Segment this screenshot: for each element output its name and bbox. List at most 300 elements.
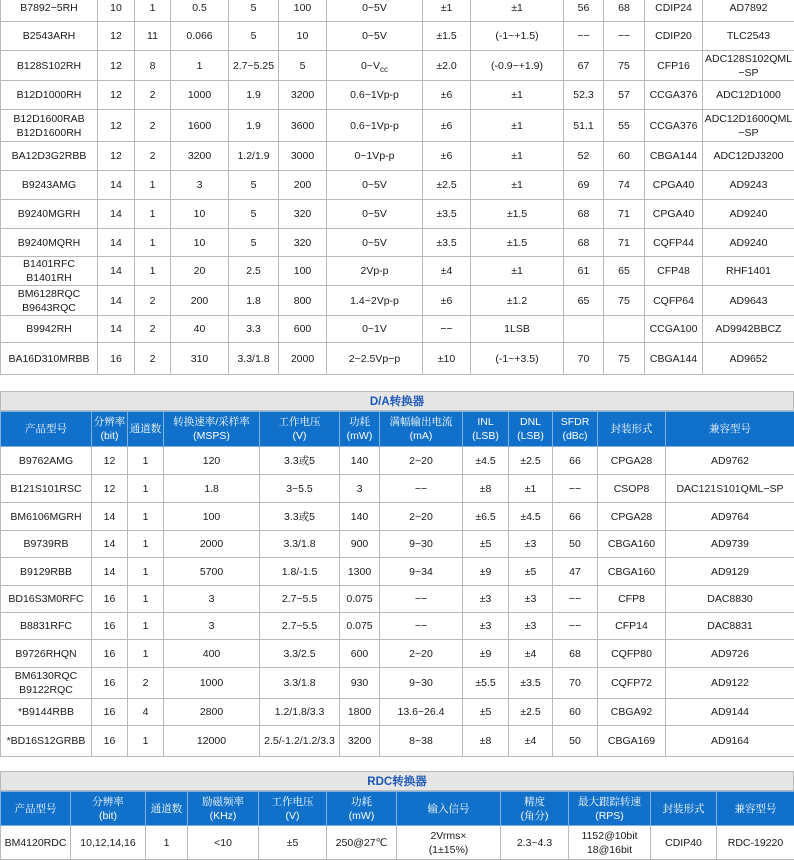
dac-cell: *BD16S12GRBB <box>1 726 92 757</box>
adc-cell: 65 <box>604 257 645 286</box>
dac-cell: −− <box>380 475 463 503</box>
adc-cell: CPGA40 <box>645 200 703 229</box>
rdc-header-cell: 功耗 (mW) <box>327 792 397 826</box>
adc-cell: B128S102RH <box>1 51 98 81</box>
dac-cell: *B9144RBB <box>1 699 92 726</box>
dac-cell: ±3 <box>509 531 553 558</box>
adc-table <box>0 0 794 375</box>
adc-cell: 10 <box>98 0 135 22</box>
adc-cell: 2 <box>135 316 171 343</box>
dac-cell: 1 <box>128 640 164 668</box>
rdc-cell: <10 <box>188 826 259 860</box>
dac-cell: ±4.5 <box>509 503 553 531</box>
adc-row <box>1 229 794 257</box>
adc-cell: ADC12D1000 <box>703 81 794 110</box>
dac-cell: AD9739 <box>666 531 794 558</box>
dac-cell: 1 <box>128 503 164 531</box>
dac-cell: 3.3或5 <box>260 503 340 531</box>
dac-cell: ±8 <box>463 726 509 757</box>
adc-cell: ±6 <box>423 142 471 171</box>
dac-section <box>0 391 794 411</box>
adc-cell: 10 <box>171 229 229 257</box>
adc-cell: 600 <box>279 316 327 343</box>
adc-cell: 100 <box>279 257 327 286</box>
adc-cell: 0.066 <box>171 22 229 51</box>
dac-cell: CPGA28 <box>598 447 666 475</box>
adc-cell: (-0.9~+1.9) <box>471 51 564 81</box>
adc-cell: ±1.5 <box>471 229 564 257</box>
dac-cell: ±5.5 <box>463 668 509 699</box>
adc-cell: 0~5V <box>327 229 423 257</box>
dac-cell: 1 <box>128 613 164 640</box>
dac-cell: CBGA169 <box>598 726 666 757</box>
dac-cell: 60 <box>553 699 598 726</box>
adc-cell: 200 <box>171 286 229 316</box>
dac-cell: 9~34 <box>380 558 463 586</box>
adc-cell: 1000 <box>171 81 229 110</box>
dac-cell: 66 <box>553 503 598 531</box>
adc-cell: 5 <box>229 200 279 229</box>
dac-cell: 16 <box>92 640 128 668</box>
dac-cell: ±9 <box>463 640 509 668</box>
dac-cell: 9~30 <box>380 668 463 699</box>
adc-row <box>1 22 794 51</box>
adc-row <box>1 142 794 171</box>
dac-cell: BM6106MGRH <box>1 503 92 531</box>
dac-cell: 1300 <box>340 558 380 586</box>
dac-cell: 2800 <box>164 699 260 726</box>
rdc-header-cell: 工作电压 (V) <box>259 792 327 826</box>
dac-header-cell: 兼容型号 <box>666 412 794 447</box>
adc-cell: $0\sim V_{cc}$ <box>327 51 423 81</box>
dac-cell: 2~20 <box>380 640 463 668</box>
dac-cell: 1 <box>128 586 164 613</box>
adc-cell: 75 <box>604 51 645 81</box>
adc-cell: 69 <box>564 171 604 200</box>
dac-row <box>1 668 794 699</box>
adc-row <box>1 286 794 316</box>
dac-cell: 1 <box>128 447 164 475</box>
adc-cell: 11 <box>135 22 171 51</box>
adc-cell: 51.1 <box>564 110 604 142</box>
dac-cell: 1.8 <box>164 475 260 503</box>
adc-cell: 2.5 <box>229 257 279 286</box>
adc-cell: 0~5V <box>327 0 423 22</box>
adc-cell: 0.6~1Vp-p <box>327 110 423 142</box>
adc-cell: 67 <box>564 51 604 81</box>
adc-row <box>1 316 794 343</box>
dac-header-cell: 满幅输出电流 (mA) <box>380 412 463 447</box>
adc-cell: 55 <box>604 110 645 142</box>
adc-cell: ±2.0 <box>423 51 471 81</box>
dac-cell: CQFP80 <box>598 640 666 668</box>
dac-cell: ±3.5 <box>509 668 553 699</box>
dac-cell: 8~38 <box>380 726 463 757</box>
dac-cell: BM6130RQC B9122RQC <box>1 668 92 699</box>
dac-cell: 3~5.5 <box>260 475 340 503</box>
adc-cell: −− <box>423 316 471 343</box>
dac-header-cell: 工作电压 (V) <box>260 412 340 447</box>
adc-row <box>1 257 794 286</box>
dac-cell: 12 <box>92 447 128 475</box>
adc-cell: ±1 <box>471 81 564 110</box>
rdc-cell: ±5 <box>259 826 327 860</box>
adc-cell: TLC2543 <box>703 22 794 51</box>
dac-cell: −− <box>553 613 598 640</box>
adc-cell: 2 <box>135 142 171 171</box>
adc-cell: 40 <box>171 316 229 343</box>
adc-cell: 0~5V <box>327 171 423 200</box>
dac-cell: B9739RB <box>1 531 92 558</box>
adc-row <box>1 343 794 375</box>
adc-cell: BM6128RQC B9643RQC <box>1 286 98 316</box>
adc-cell: 2 <box>135 286 171 316</box>
adc-cell: 2 <box>135 343 171 375</box>
dac-cell: 66 <box>553 447 598 475</box>
adc-cell: B7892−5RH <box>1 0 98 22</box>
dac-cell: ±1 <box>509 475 553 503</box>
dac-cell: 14 <box>92 531 128 558</box>
adc-cell: 14 <box>98 229 135 257</box>
adc-cell: 12 <box>98 81 135 110</box>
dac-cell: 50 <box>553 726 598 757</box>
rdc-header-cell: 兼容型号 <box>717 792 794 826</box>
rdc-row <box>1 826 794 860</box>
dac-cell: AD9129 <box>666 558 794 586</box>
adc-cell: ±1.5 <box>471 200 564 229</box>
dac-cell: ±3 <box>509 586 553 613</box>
dac-cell: 930 <box>340 668 380 699</box>
dac-cell: 16 <box>92 613 128 640</box>
adc-cell: 61 <box>564 257 604 286</box>
adc-cell: 3200 <box>171 142 229 171</box>
dac-cell: AD9122 <box>666 668 794 699</box>
adc-cell: 1.9 <box>229 110 279 142</box>
dac-cell: 400 <box>164 640 260 668</box>
adc-cell: AD9643 <box>703 286 794 316</box>
adc-cell: 12 <box>98 110 135 142</box>
dac-cell: 0.075 <box>340 613 380 640</box>
dac-cell: BD16S3M0RFC <box>1 586 92 613</box>
adc-cell: 14 <box>98 257 135 286</box>
dac-row <box>1 531 794 558</box>
rdc-cell: BM4120RDC <box>1 826 71 860</box>
dac-cell: DAC8830 <box>666 586 794 613</box>
adc-cell: B9240MQRH <box>1 229 98 257</box>
dac-cell: ±2.5 <box>509 699 553 726</box>
adc-cell: ADC128S102QML −SP <box>703 51 794 81</box>
adc-cell: 5 <box>229 22 279 51</box>
dac-cell: 600 <box>340 640 380 668</box>
rdc-cell: CDIP40 <box>651 826 717 860</box>
dac-cell: CQFP72 <box>598 668 666 699</box>
rdc-header-cell: 输入信号 <box>397 792 501 826</box>
dac-cell: 3 <box>340 475 380 503</box>
adc-row <box>1 200 794 229</box>
dac-header-cell: 分辨率 (bit) <box>92 412 128 447</box>
adc-cell: ±1 <box>471 171 564 200</box>
adc-cell: ±3.5 <box>423 200 471 229</box>
adc-cell: ±6 <box>423 81 471 110</box>
adc-cell: 8 <box>135 51 171 81</box>
rdc-header-cell: 分辨率 (bit) <box>71 792 146 826</box>
adc-cell: AD9240 <box>703 200 794 229</box>
dac-cell: −− <box>380 586 463 613</box>
adc-cell: CQFP44 <box>645 229 703 257</box>
dac-cell: CPGA28 <box>598 503 666 531</box>
rdc-header-cell: 封装形式 <box>651 792 717 826</box>
adc-cell: 10 <box>279 22 327 51</box>
dac-row <box>1 586 794 613</box>
adc-row <box>1 51 794 81</box>
dac-cell: 900 <box>340 531 380 558</box>
adc-cell: CCGA376 <box>645 81 703 110</box>
dac-cell: ±4 <box>509 726 553 757</box>
adc-cell: 16 <box>98 343 135 375</box>
dac-cell: 70 <box>553 668 598 699</box>
adc-cell: ±1.5 <box>423 22 471 51</box>
dac-cell: AD9164 <box>666 726 794 757</box>
adc-cell: ±1 <box>471 142 564 171</box>
dac-cell: 2.5/-1.2/1.2/3.3 <box>260 726 340 757</box>
dac-cell: 1 <box>128 726 164 757</box>
rdc-cell: 10,12,14,16 <box>71 826 146 860</box>
dac-cell: 1000 <box>164 668 260 699</box>
dac-cell: CSOP8 <box>598 475 666 503</box>
rdc-header-cell: 精度 (角分) <box>501 792 569 826</box>
adc-cell: 3 <box>171 171 229 200</box>
adc-cell: 75 <box>604 343 645 375</box>
dac-cell: 140 <box>340 447 380 475</box>
adc-cell: 320 <box>279 229 327 257</box>
dac-cell: ±4 <box>509 640 553 668</box>
adc-cell: 10 <box>171 200 229 229</box>
adc-cell: 5 <box>229 229 279 257</box>
rdc-cell: RDC-19220 <box>717 826 794 860</box>
adc-cell: (-1~+3.5) <box>471 343 564 375</box>
dac-cell: 2 <box>128 668 164 699</box>
dac-row <box>1 640 794 668</box>
adc-cell: 12 <box>98 142 135 171</box>
dac-cell: AD9726 <box>666 640 794 668</box>
rdc-header-cell: 通道数 <box>146 792 188 826</box>
adc-cell: BA16D310MRBB <box>1 343 98 375</box>
dac-cell: 13.6~26.4 <box>380 699 463 726</box>
dac-cell: CFP14 <box>598 613 666 640</box>
dac-cell: −− <box>380 613 463 640</box>
adc-cell: −− <box>564 22 604 51</box>
adc-cell: 310 <box>171 343 229 375</box>
dac-cell: ±5 <box>509 558 553 586</box>
adc-cell: 1.8 <box>229 286 279 316</box>
dac-cell: 9~30 <box>380 531 463 558</box>
dac-cell: 2.7~5.5 <box>260 613 340 640</box>
adc-cell: B1401RFC B1401RH <box>1 257 98 286</box>
adc-cell: 320 <box>279 200 327 229</box>
adc-cell: ±3.5 <box>423 229 471 257</box>
dac-cell: CBGA160 <box>598 531 666 558</box>
adc-cell: CPGA40 <box>645 171 703 200</box>
rdc-header-cell: 励磁频率 (KHz) <box>188 792 259 826</box>
adc-cell: 14 <box>98 200 135 229</box>
adc-cell: 74 <box>604 171 645 200</box>
adc-cell: AD9942BBCZ <box>703 316 794 343</box>
dac-cell: 16 <box>92 699 128 726</box>
rdc-cell: 1152@10bit 18@16bit <box>569 826 651 860</box>
adc-cell: 1 <box>135 171 171 200</box>
adc-cell: B12D1000RH <box>1 81 98 110</box>
adc-cell: 1 <box>135 229 171 257</box>
adc-cell: AD9240 <box>703 229 794 257</box>
rdc-cell: 2Vrms× (1±15%) <box>397 826 501 860</box>
dac-cell: ±3 <box>509 613 553 640</box>
dac-cell: −− <box>553 475 598 503</box>
adc-cell: ADC12DJ3200 <box>703 142 794 171</box>
dac-cell: CFP8 <box>598 586 666 613</box>
adc-cell: CFP16 <box>645 51 703 81</box>
dac-cell: ±9 <box>463 558 509 586</box>
dac-header-cell: DNL (LSB) <box>509 412 553 447</box>
adc-cell: 3600 <box>279 110 327 142</box>
dac-cell: B9726RHQN <box>1 640 92 668</box>
dac-cell: 2~20 <box>380 503 463 531</box>
dac-cell: 3 <box>164 613 260 640</box>
adc-cell: 68 <box>604 0 645 22</box>
adc-cell: CQFP64 <box>645 286 703 316</box>
dac-cell: 3 <box>164 586 260 613</box>
dac-cell: 5700 <box>164 558 260 586</box>
adc-cell: 0~5V <box>327 22 423 51</box>
adc-cell: 2 <box>135 81 171 110</box>
dac-cell: 100 <box>164 503 260 531</box>
dac-row <box>1 613 794 640</box>
dac-cell: 1 <box>128 558 164 586</box>
adc-cell: 60 <box>604 142 645 171</box>
dac-cell: B121S101RSC <box>1 475 92 503</box>
adc-cell: 14 <box>98 286 135 316</box>
dac-header-cell: 产品型号 <box>1 412 92 447</box>
adc-cell <box>604 316 645 343</box>
dac-header-cell: SFDR (dBc) <box>553 412 598 447</box>
dac-header-cell: 通道数 <box>128 412 164 447</box>
adc-cell: 52 <box>564 142 604 171</box>
adc-cell: 0.5 <box>171 0 229 22</box>
dac-row <box>1 447 794 475</box>
adc-cell: 5 <box>279 51 327 81</box>
adc-cell: 100 <box>279 0 327 22</box>
adc-cell: ±10 <box>423 343 471 375</box>
dac-cell: B9129RBB <box>1 558 92 586</box>
adc-cell: 1.2/1.9 <box>229 142 279 171</box>
adc-cell: CBGA144 <box>645 343 703 375</box>
dac-cell: 2000 <box>164 531 260 558</box>
adc-cell: 2000 <box>279 343 327 375</box>
dac-cell: 4 <box>128 699 164 726</box>
dac-cell: 47 <box>553 558 598 586</box>
adc-cell: CCGA376 <box>645 110 703 142</box>
dac-cell: ±5 <box>463 531 509 558</box>
adc-cell: 2~2.5Vp−p <box>327 343 423 375</box>
adc-cell: 3200 <box>279 81 327 110</box>
dac-header-cell: 功耗 (mW) <box>340 412 380 447</box>
adc-cell: AD9243 <box>703 171 794 200</box>
rdc-cell: 2.3~4.3 <box>501 826 569 860</box>
adc-cell: 12 <box>98 51 135 81</box>
adc-cell: B12D1600RAB B12D1600RH <box>1 110 98 142</box>
rdc-cell: 1 <box>146 826 188 860</box>
adc-cell: 0~5V <box>327 200 423 229</box>
adc-cell: B9243AMG <box>1 171 98 200</box>
dac-cell: 1800 <box>340 699 380 726</box>
adc-cell: AD9652 <box>703 343 794 375</box>
dac-table <box>0 411 794 757</box>
rdc-section <box>0 771 794 791</box>
rdc-table <box>0 791 794 860</box>
dac-cell: 140 <box>340 503 380 531</box>
adc-cell: 1 <box>135 257 171 286</box>
adc-cell: ±1.2 <box>471 286 564 316</box>
adc-cell: 12 <box>98 22 135 51</box>
adc-cell: ±2.5 <box>423 171 471 200</box>
adc-cell: 70 <box>564 343 604 375</box>
dac-row <box>1 726 794 757</box>
adc-cell: 75 <box>604 286 645 316</box>
dac-cell: 12000 <box>164 726 260 757</box>
dac-cell: AD9144 <box>666 699 794 726</box>
adc-cell: 1 <box>135 0 171 22</box>
adc-cell: 0~1Vp-p <box>327 142 423 171</box>
dac-cell: 3.3或5 <box>260 447 340 475</box>
adc-cell: 1.4~2Vp-p <box>327 286 423 316</box>
adc-cell: ±6 <box>423 286 471 316</box>
dac-row <box>1 558 794 586</box>
dac-cell: DAC121S101QML−SP <box>666 475 794 503</box>
adc-cell: 3000 <box>279 142 327 171</box>
adc-cell: 1.9 <box>229 81 279 110</box>
adc-cell: 1LSB <box>471 316 564 343</box>
adc-cell <box>564 316 604 343</box>
dac-cell: 16 <box>92 726 128 757</box>
adc-cell: 65 <box>564 286 604 316</box>
adc-cell: 5 <box>229 171 279 200</box>
adc-cell: CBGA144 <box>645 142 703 171</box>
adc-cell: 0~1V <box>327 316 423 343</box>
dac-header-cell: INL (LSB) <box>463 412 509 447</box>
dac-cell: 68 <box>553 640 598 668</box>
adc-cell: 71 <box>604 229 645 257</box>
adc-row <box>1 0 794 22</box>
adc-cell: 14 <box>98 171 135 200</box>
dac-cell: 3.3/2.5 <box>260 640 340 668</box>
dac-cell: 14 <box>92 558 128 586</box>
adc-row <box>1 110 794 142</box>
adc-cell: 20 <box>171 257 229 286</box>
adc-cell: 2.7~5.25 <box>229 51 279 81</box>
adc-cell: 3.3 <box>229 316 279 343</box>
adc-cell: 71 <box>604 200 645 229</box>
dac-cell: 1.8/-1.5 <box>260 558 340 586</box>
dac-row <box>1 475 794 503</box>
adc-row <box>1 81 794 110</box>
dac-cell: 1 <box>128 531 164 558</box>
dac-cell: 1 <box>128 475 164 503</box>
adc-cell: CCGA100 <box>645 316 703 343</box>
dac-cell: −− <box>553 586 598 613</box>
rdc-cell: 250@27℃ <box>327 826 397 860</box>
dac-cell: ±5 <box>463 699 509 726</box>
dac-cell: 16 <box>92 586 128 613</box>
adc-cell: 200 <box>279 171 327 200</box>
